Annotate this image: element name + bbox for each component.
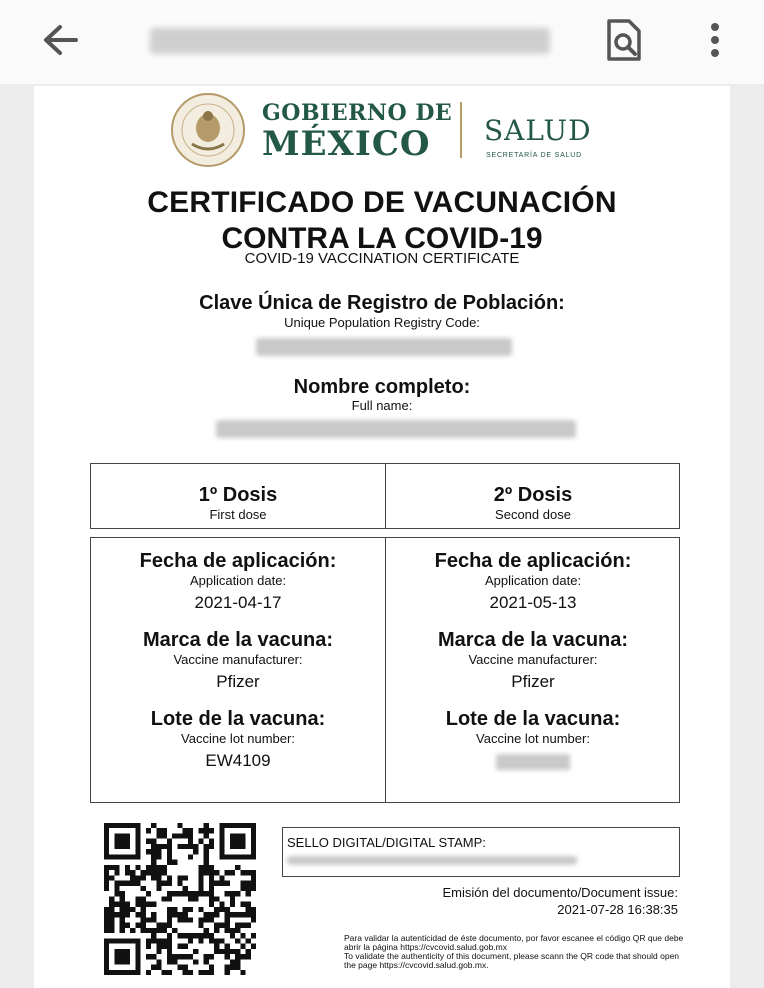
validation-note-es: Para validar la autenticidad de éste documento, por favor escanee el código QR que debe abrir la página https://cvcovid.salud.gob.mx: [344, 933, 684, 952]
name-value-redacted: [216, 420, 576, 438]
dose2-header: [386, 484, 680, 522]
certificate-title-line1: CERTIFICADO DE VACUNACIÓN: [147, 186, 617, 219]
dose2-date-label: Fecha de aplicación:: [434, 550, 632, 572]
dose1-brand-label-en: Vaccine manufacturer:: [173, 652, 303, 667]
url-bar-redacted[interactable]: [150, 28, 550, 54]
dept-name: SALUD: [484, 114, 592, 147]
dose1-date-label-en: Application date:: [189, 573, 287, 588]
dose1-header: [91, 484, 385, 522]
government-header: [170, 90, 610, 170]
curp-value-redacted: [256, 338, 512, 356]
dose1-title: 1º Dosis: [198, 484, 278, 506]
dose2-lot-label-en: Vaccine lot number:: [476, 731, 590, 746]
curp-label-en: Unique Population Registry Code:: [284, 315, 480, 330]
dose1-lot-label-en: Vaccine lot number:: [181, 731, 295, 746]
dose2-date-label-en: Application date:: [484, 573, 582, 588]
dose2-date: 2021-05-13: [489, 593, 577, 612]
validation-note-en: To validate the authenticity of this document, please scann the QR code that should open the page https://cvcovid.salud.gob.mx.: [344, 951, 680, 970]
dose2-details: [386, 550, 680, 770]
dept-subtitle: SECRETARÍA DE SALUD: [486, 152, 582, 159]
certificate-title-line2: CONTRA LA COVID-19: [221, 222, 543, 255]
dose2-brand-label: Marca de la vacuna:: [437, 629, 629, 651]
more-vertical-icon[interactable]: [704, 20, 726, 60]
curp-label: Clave Única de Registro de Población:: [199, 292, 565, 314]
dose-header-table: [90, 463, 680, 529]
dose1-date: 2021-04-17: [194, 593, 282, 612]
gov-title-line1: GOBIERNO DE: [262, 100, 453, 126]
name-label: Nombre completo:: [293, 376, 471, 398]
qr-code[interactable]: [104, 823, 256, 975]
dose1-title-en: First dose: [209, 507, 267, 522]
digital-stamp-box: [282, 827, 680, 877]
certificate-page: [34, 86, 730, 988]
dose2-brand-label-en: Vaccine manufacturer:: [468, 652, 598, 667]
dose2-lot-label: Lote de la vacuna:: [445, 708, 621, 730]
dose1-lot: EW4109: [205, 751, 271, 770]
dose2-lot-redacted: [496, 754, 570, 770]
header-divider: [460, 102, 462, 158]
document-search-icon[interactable]: [604, 18, 644, 62]
gov-title-line2: MÉXICO: [262, 124, 431, 164]
dose2-brand: Pfizer: [511, 672, 555, 691]
name-label-en: Full name:: [351, 398, 413, 413]
certificate-title-en: COVID-19 VACCINATION CERTIFICATE: [244, 250, 520, 267]
dose2-title: 2º Dosis: [493, 484, 573, 506]
dose1-lot-label: Lote de la vacuna:: [150, 708, 326, 730]
issue-label: Emisión del documento/Document issue:: [442, 885, 678, 900]
stamp-label: SELLO DIGITAL/DIGITAL STAMP:: [287, 835, 486, 850]
arrow-left-icon[interactable]: [40, 22, 80, 58]
dose2-title-en: Second dose: [495, 507, 571, 522]
validation-note: [344, 934, 684, 970]
browser-toolbar: [0, 0, 764, 84]
issue-date: 2021-07-28 16:38:35: [557, 902, 678, 917]
stamp-value-redacted: [287, 856, 577, 865]
dose1-brand: Pfizer: [216, 672, 260, 691]
coat-of-arms-seal: [170, 92, 246, 168]
dose-details-table: [90, 537, 680, 803]
dose1-details: [91, 550, 385, 771]
dose1-brand-label: Marca de la vacuna:: [142, 629, 334, 651]
dose1-date-label: Fecha de aplicación:: [139, 550, 337, 572]
